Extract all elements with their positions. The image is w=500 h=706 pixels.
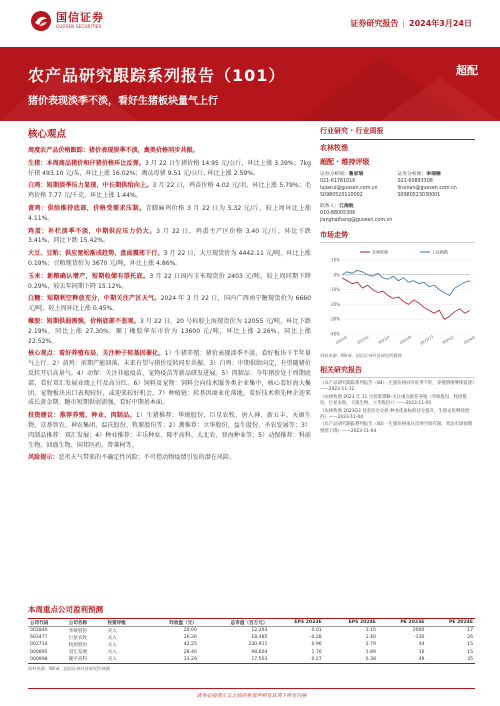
series-line-sse (342, 270, 470, 295)
brand-logo (30, 10, 104, 32)
col-pe-2024: PE 2024E (426, 619, 475, 627)
paragraph-text: 3 月 22 日，20 号标胶上海现货价为 12055 元/吨，环比下跌 2.19%，同比上涨 27.30%；顺丁橡胶华东市价为 13600 元/吨，环比上涨 2.26%，同比上涨 22.52%。 (28, 317, 312, 345)
col-close: 昨收盘（元） (144, 619, 199, 627)
meta-separator: | (402, 19, 406, 28)
table-cell: 000895 (30, 649, 48, 655)
table-cell: 35 (467, 656, 473, 662)
table-cell: 0.96 (311, 642, 322, 648)
col-code: 公司代码 (28, 619, 67, 627)
paragraph-lead: 橡胶：短期供弱需强，价格底部不悲观。 (28, 317, 140, 325)
table-cell: 1.40 (365, 635, 376, 641)
paragraph-text: 1）生猪推荐：华统股份、巨星农牧、唐人神、新五丰、天康生物、京基智农、神农集团、温氏股份、牧原股份等；2）禽推荐：立华股份、益生股份、圣农发展等；3）肉制品推荐：双汇发展；4）种业推荐：丰乐种业、隆平高科、大北农、登海种业等；5）动保推荐：科前生物、回盛生物、国邦医药、普莱柯等。 (28, 412, 311, 449)
table-header-row (28, 619, 475, 627)
legend-label: 农林牧渔 (372, 249, 388, 255)
table-row (28, 641, 475, 648)
table-cell: 49 (418, 656, 425, 662)
industry-label: 行业研究 · 行业周报 (320, 126, 475, 140)
table-cell: 2000 (412, 628, 425, 634)
related-report-link[interactable]: 《农林牧渔 2023Q3 基金持仓分析-种业优质标的持仓提升，生猪去化继续增持》——2023-11-04 (320, 408, 470, 421)
table-cell: 隆平高科 (68, 657, 88, 663)
sector-label: 农林牧渔 (320, 144, 348, 152)
analyst-email[interactable]: liruinan@guosen.com.cn (397, 186, 457, 191)
paragraph-text: 3 月 22 日，鸡蛋主产区价格 3.40 元/斤，环比下跌 3.41%，同比下跌 15.42%。 (28, 227, 312, 245)
paragraph-lead: 风险提示： (28, 454, 59, 462)
contact-role: 联系人： (320, 204, 340, 209)
table-cell: 买入 (107, 628, 117, 634)
table-cell: 17,503 (251, 656, 268, 662)
report-subtitle: 猪价表现淡季不淡，看好生猪板块量气上行 (28, 96, 218, 107)
analyst-card (398, 171, 476, 199)
analyst-cert: S0980523030001 (397, 193, 441, 198)
col-pe-2023: PE 2023E (378, 619, 427, 627)
x-tick-label: 2023/3 (335, 335, 348, 346)
table-cell: 双汇发展 (68, 650, 88, 656)
table-cell: 17 (467, 628, 473, 634)
analyst-email[interactable]: lujiarui@guosen.com.cn (320, 186, 378, 191)
table-cell: -0.28 (309, 635, 322, 641)
earnings-forecast (28, 604, 475, 672)
report-title: 农产品研究跟踪系列报告（101） (28, 66, 286, 85)
analyst-role: 证券分析师： (397, 172, 427, 177)
y-tick-label: 0% (333, 272, 340, 278)
table-cell: 1.15 (365, 628, 376, 634)
related-report-link[interactable]: 《农产品研究跟踪系列报告（83）-生猪价格承压反弹空间有限，周边市场预期情绪下降》——2023-11-04 (320, 422, 473, 434)
table-cell: 28.46 (183, 649, 197, 655)
table-cell: 230,911 (248, 642, 268, 648)
y-tick-label: 10% (331, 257, 340, 263)
table-cell: 华统股份 (68, 628, 88, 634)
analyst-cert: S0980520110002 (320, 193, 363, 198)
table-cell: 12,293 (251, 628, 268, 634)
market-trend-chart (320, 246, 475, 351)
col-rating: 投资评级 (106, 619, 145, 627)
table-cell: 买入 (107, 657, 117, 663)
core-views-column (28, 126, 311, 466)
paragraph-text: 1）生猪养殖：猪价表现淡季不淡，看好板块下半年量气上行。2）黄鸡：前期产能回落，未来有望与猪价反转同步共振。3）白鸡：中期供给向定，有望随猪价反转开启高景气。4）动保：关注非瘟疫苗、宠物疫苗等新品研发进展。5）肉制品：今年猪价处于周期底部，看好双汇发展业绩上行及高分红。6）饲料及宠物：饲料会向技术服务类企业集中，核心看好海大集团。宠物板块出口表现较好，或迎来较好机会。7）种植链：转基因商业化落地，看好技术领先种企迎来成长黄金期。糖市短期供弱需强，看好中期基本面。 (28, 350, 311, 407)
rating-label: 超配 · 维持评级 (320, 158, 370, 166)
table-cell: 002840 (30, 628, 48, 634)
contact-email[interactable]: jianghaihang@guosen.com.cn (320, 218, 393, 223)
paragraph-lead: 周度农产品价格跟踪：猪价表现淡季不淡，禽类价格同步共振。 (28, 147, 199, 154)
table-cell: 16 (418, 649, 425, 655)
footer-disclaimer: 请务必阅读正文之后的免责声明及其项下所有内容 (28, 688, 475, 699)
related-report-link[interactable]: 《农产品研究跟踪系列报告（84）-生猪价格回升旺季不旺，养殖情绪继续低迷》——2023-11-12 (320, 381, 475, 393)
table-source: 资料来源：Wind、国信证券经济研究所预测 (28, 665, 110, 671)
analyst-role: 证券分析师： (320, 172, 349, 177)
report-date: 2024年3月24日 (409, 19, 472, 28)
core-view-paragraph (28, 249, 311, 269)
contact-name: 江海航 (339, 204, 354, 209)
table-cell: 13.29 (183, 656, 197, 662)
table-cell: 26 (467, 635, 473, 641)
table-row (28, 649, 475, 656)
col-mktcap: 总市值（百万元） (199, 619, 270, 627)
core-views-heading: 核心观点 (28, 129, 67, 140)
table-cell: 2.79 (365, 642, 376, 648)
x-tick-label: 2023/11 (419, 334, 435, 346)
core-view-paragraph (28, 317, 311, 346)
x-tick-label: 2024/1 (441, 335, 455, 346)
table-cell: 26.26 (183, 635, 197, 641)
y-tick-label: -40% (329, 331, 340, 337)
table-cell: 18,485 (251, 635, 268, 641)
paragraph-lead: 玉米：新粮确认增产，短期收储有望托底。 (28, 272, 150, 280)
table-cell: -130 (413, 635, 425, 641)
table-cell: 买入 (107, 635, 117, 641)
paragraph-lead: 大豆、豆粕：供应宽松渐成趋势，盘面震荡下行。 (28, 250, 164, 258)
contact-card (320, 203, 475, 224)
paragraph-text: 3 月 22 日，鸡苗价格 4.02 元/羽，环比上涨 5.79%；毛鸡价格 7.77 元/千克，环比上涨 1.44%。 (28, 182, 312, 200)
related-reports-heading: 相关研究报告 (320, 365, 475, 378)
paragraph-text: 青脚麻鸡价格 3 月 22 日为 5.32 元/斤，较上周环比上涨 4.11%。 (28, 204, 312, 222)
core-view-paragraph (28, 453, 311, 463)
table-cell: 20.00 (183, 628, 197, 634)
paragraph-lead: 白鸡：短期淡季压力显现，中长期供给向上。 (28, 182, 153, 190)
table-cell: 42.25 (183, 642, 197, 648)
x-tick-label: 2023/9 (399, 335, 412, 346)
table-cell: 000998 (30, 656, 48, 662)
chart-source: 资料来源：Wind、国信证券经济研究所整理 (320, 353, 402, 358)
header-bar (0, 0, 500, 44)
market-trend-svg (320, 246, 475, 351)
core-view-paragraph (28, 181, 311, 201)
paragraph-lead: 投资建议：推荐养殖、种业、肉制品。 (28, 412, 136, 420)
sidebar (320, 126, 475, 436)
core-view-paragraph (28, 349, 311, 408)
paragraph-lead: 核心观点：看好养殖布局，关注种子转基因催化。 (28, 350, 165, 358)
col-eps-2024: EPS 2024E (324, 619, 378, 627)
forecast-table (28, 618, 475, 664)
paragraph-lead: 白糖：短期利空释放充分，中期关注产区天气。 (28, 295, 161, 303)
table-row (28, 627, 475, 635)
paragraph-lead: 黄鸡：供给维持底部，价格受需求压制。 (28, 204, 146, 212)
y-tick-label: -20% (329, 301, 340, 307)
core-view-paragraph (28, 272, 311, 292)
paragraph-text: 3 月 22 日国内玉米现货价 2403 元/吨，较上周同期下降 0.29%，较去年同期下降 15.12%。 (28, 272, 311, 290)
x-tick-label: 2023/5 (356, 335, 370, 346)
market-trend-heading: 市场走势 (320, 230, 475, 243)
x-tick-label: 2024/3 (463, 335, 475, 346)
paragraph-lead: 鸡蛋：补栏淡季不淡，中期供应压力仍大。 (28, 227, 157, 235)
table-cell: 0.27 (311, 656, 322, 662)
table-cell: 巨星农牧 (68, 635, 88, 641)
table-cell: 1.89 (365, 649, 376, 655)
paragraph-text: 2024 年 3 月 22 日，国内广西南宁糖现货价为 6660 元/吨，较上周环比上涨 0.45%。 (28, 295, 311, 313)
analyst-phone: 021-60893308 (397, 179, 433, 184)
analyst-card (320, 171, 398, 199)
y-tick-label: -30% (329, 316, 340, 322)
table-cell: 0.01 (311, 628, 322, 634)
table-cell: 15 (467, 642, 473, 648)
table-cell: 1.76 (311, 649, 322, 655)
paragraph-lead: 生猪：本周商品猪价和仔猪价格环比反弹。 (28, 159, 145, 167)
guosen-logo-icon (30, 10, 52, 32)
paragraph-text: 恶劣天气带来的不确定性风险；不可控动物疫情引发的潜在风险。 (58, 454, 236, 462)
series-line-agri (342, 278, 470, 319)
related-reports-list (320, 381, 475, 435)
table-cell: 牧原股份 (68, 642, 88, 648)
table-cell: 002714 (30, 642, 48, 648)
analyst-name: 鲁家瑞 (348, 172, 364, 177)
analyst-name: 李瑞楠 (426, 172, 441, 177)
core-view-paragraph (28, 294, 311, 314)
table-row (28, 634, 475, 641)
related-report-link[interactable]: 《农林牧渔 2023 年 11 月投资策略-关注重点推荐养殖（华统股份，牧原股份，巨星农牧，天康生物，立华股份）》——2023-11-05 (320, 394, 467, 407)
report-type: 证券研究报告 (350, 19, 399, 28)
paragraph-text: 3 月 22 日，大豆现货价为 4442.11 元/吨，环比上涨 0.19%；豆粕现货价为 3670 元/吨，环比上涨 4.86%。 (28, 250, 311, 267)
core-view-paragraph (28, 159, 311, 179)
col-eps-2023: EPS 2023E (269, 619, 323, 627)
report-meta (350, 18, 472, 29)
analyst-phone: 021-61761016 (320, 179, 356, 184)
table-cell: 44 (418, 642, 425, 648)
title-banner (0, 47, 500, 121)
table-cell: 98,604 (251, 649, 268, 655)
table-cell: 买入 (107, 642, 117, 648)
table-cell: 15 (467, 649, 473, 655)
table-cell: 0.38 (365, 656, 376, 662)
core-views-paragraphs (28, 146, 311, 463)
rating-badge: 超配 (456, 64, 478, 77)
col-name: 公司名称 (67, 619, 106, 627)
table-title: 本周重点公司盈利预测 (28, 605, 103, 614)
paragraph-text: 3 月 22 日生猪价格 14.95 元/公斤，环比上涨 3.39%；7kg 仔猪 493.10 元/头，环比上涨 16.02%；淘汰母猪 9.51 元/公斤, 环比上涨 2.59%。 (28, 159, 311, 177)
core-view-paragraph (28, 411, 311, 450)
table-row (28, 656, 475, 664)
table-cell: 买入 (107, 650, 117, 656)
core-view-paragraph (28, 146, 311, 156)
table-cell: 603477 (30, 635, 48, 641)
analyst-list (320, 171, 475, 199)
table-body (28, 627, 475, 664)
core-view-paragraph (28, 227, 311, 247)
contact-phone: 010-88005306 (320, 211, 356, 216)
y-tick-label: -10% (329, 287, 340, 293)
x-tick-label: 2023/7 (377, 335, 391, 346)
logo-en-text: GUOSEN SECURITIES (56, 24, 102, 29)
legend-label: 上证指数 (432, 249, 448, 255)
core-view-paragraph (28, 204, 311, 224)
logo-cn-text: 国信证券 (56, 11, 104, 24)
